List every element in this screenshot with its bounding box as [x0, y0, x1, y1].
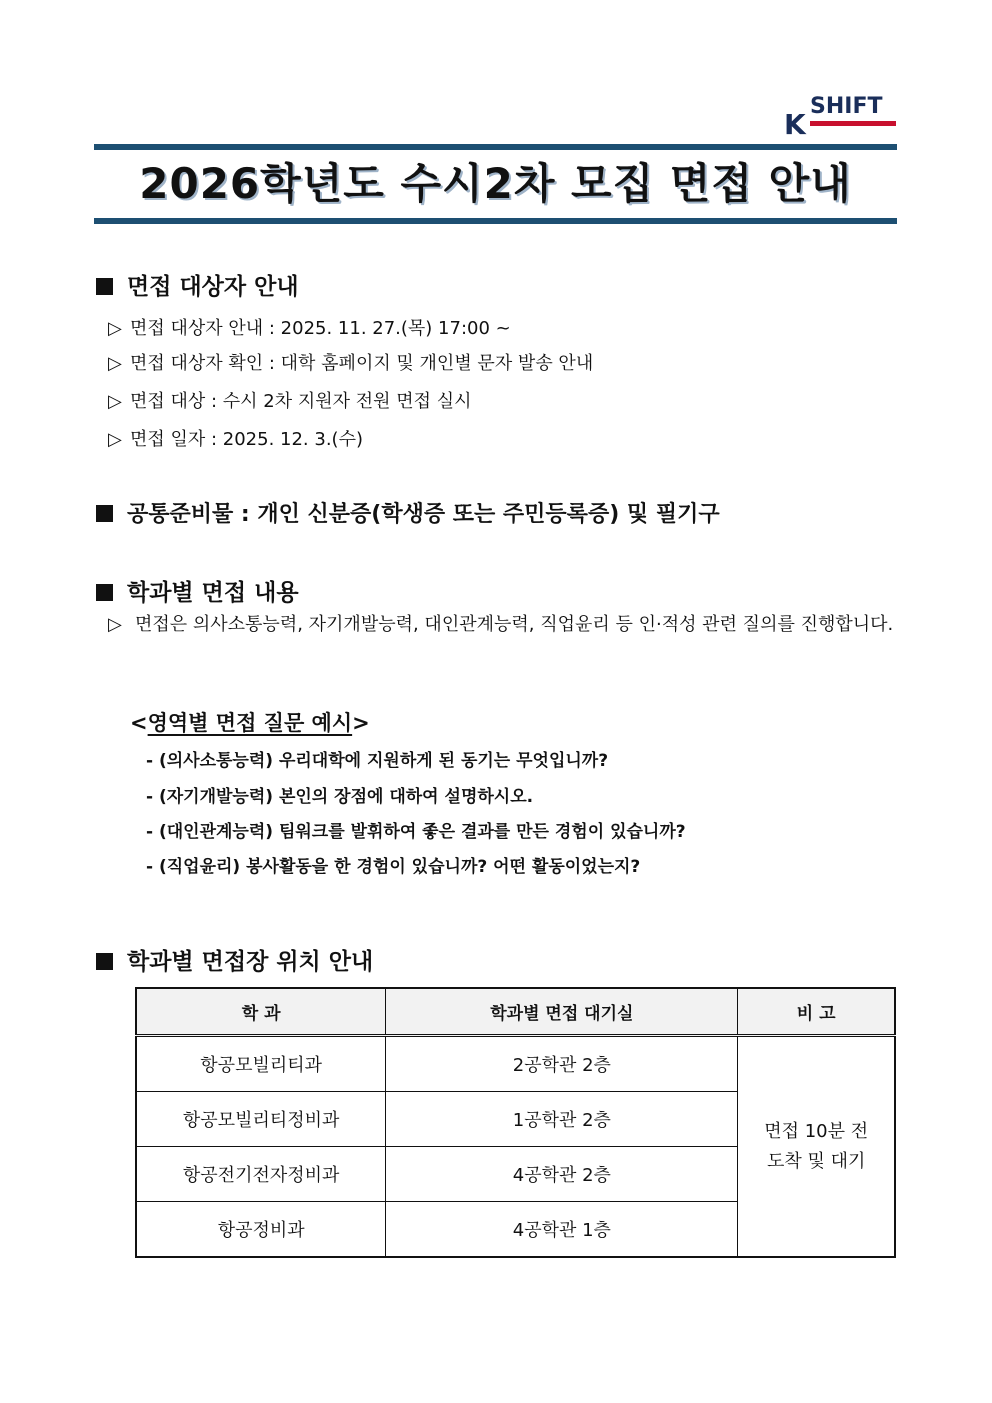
section-interview-content-heading	[96, 574, 299, 607]
section-common-supplies-heading	[96, 497, 720, 528]
location-table	[135, 987, 896, 1258]
examples-close-bracket: >	[352, 711, 370, 735]
list-item-text: 면접 대상자 확인 : 대학 홈페이지 및 개인별 문자 발송 안내	[130, 353, 594, 374]
header-dept: 학 과	[136, 988, 386, 1036]
triangle-bullet-icon: ▷	[108, 353, 122, 374]
table-row	[136, 1036, 895, 1092]
list-item	[108, 425, 363, 451]
square-bullet-icon	[96, 505, 113, 522]
examples-title: 영역별 면접 질문 예시	[147, 711, 353, 735]
dept-cell: 항공정비과	[136, 1202, 386, 1258]
table-header-row	[136, 988, 895, 1036]
section-heading-text: 공통준비물 : 개인 신분증(학생증 또는 주민등록증) 및 필기구	[127, 502, 720, 527]
section-heading-text: 면접 대상자 안내	[127, 274, 299, 300]
title-bottom-rule	[94, 218, 897, 224]
room-cell: 4공학관 1층	[386, 1202, 738, 1258]
note-line-1: 면접 10분 전	[764, 1120, 869, 1142]
example-question: - (대인관계능력) 팀워크를 발휘하여 좋은 결과를 만든 경험이 있습니까?	[146, 822, 686, 842]
section-location-heading	[96, 943, 373, 976]
list-item-text: 면접 대상 : 수시 2차 지원자 전원 면접 실시	[130, 391, 472, 412]
square-bullet-icon	[96, 953, 113, 970]
examples-open-bracket: <	[130, 711, 148, 735]
triangle-bullet-icon: ▷	[108, 429, 122, 450]
list-item-text: 면접 대상자 안내 : 2025. 11. 27.(목) 17:00 ~	[130, 318, 511, 339]
dept-cell: 항공모빌리티정비과	[136, 1092, 386, 1147]
example-question: - (직업윤리) 봉사활동을 한 경험이 있습니까? 어떤 활동이었는지?	[146, 857, 641, 877]
square-bullet-icon	[96, 584, 113, 601]
header-note: 비 고	[738, 988, 895, 1036]
header-waiting-room: 학과별 면접 대기실	[386, 988, 738, 1036]
dept-cell: 항공전기전자정비과	[136, 1147, 386, 1202]
note-line-2: 도착 및 대기	[766, 1150, 866, 1172]
triangle-bullet-icon: ▷	[108, 391, 122, 412]
section-heading-text: 학과별 면접 내용	[127, 580, 299, 606]
list-item	[108, 349, 593, 375]
paragraph-text: 면접은 의사소통능력, 자기개발능력, 대인관계능력, 직업윤리 등 인·적성 관련 질의를 진행합니다.	[135, 614, 894, 635]
triangle-bullet-icon: ▷	[108, 614, 122, 635]
k-shift-logo	[784, 94, 900, 140]
room-cell: 2공학관 2층	[386, 1036, 738, 1092]
note-cell	[738, 1036, 895, 1258]
logo-shift: SHIFT	[810, 94, 883, 119]
room-cell: 1공학관 2층	[386, 1092, 738, 1147]
logo-k: K	[784, 108, 805, 141]
examples-heading	[130, 707, 370, 737]
list-item	[108, 387, 472, 413]
example-question: - (의사소통능력) 우리대학에 지원하게 된 동기는 무엇입니까?	[146, 751, 609, 771]
page-title: 2026학년도 수시2차 모집 면접 안내	[139, 159, 852, 208]
square-bullet-icon	[96, 278, 113, 295]
section-heading-text: 학과별 면접장 위치 안내	[127, 949, 374, 975]
list-item	[108, 314, 511, 340]
example-question: - (자기개발능력) 본인의 장점에 대하여 설명하시오.	[146, 787, 534, 807]
section-interview-notice-heading	[96, 268, 299, 301]
triangle-bullet-icon: ▷	[108, 318, 122, 339]
interview-content-paragraph	[108, 609, 898, 641]
logo-red-bar	[810, 121, 896, 126]
room-cell: 4공학관 2층	[386, 1147, 738, 1202]
dept-cell: 항공모빌리티과	[136, 1036, 386, 1092]
list-item-text: 면접 일자 : 2025. 12. 3.(수)	[130, 429, 363, 450]
